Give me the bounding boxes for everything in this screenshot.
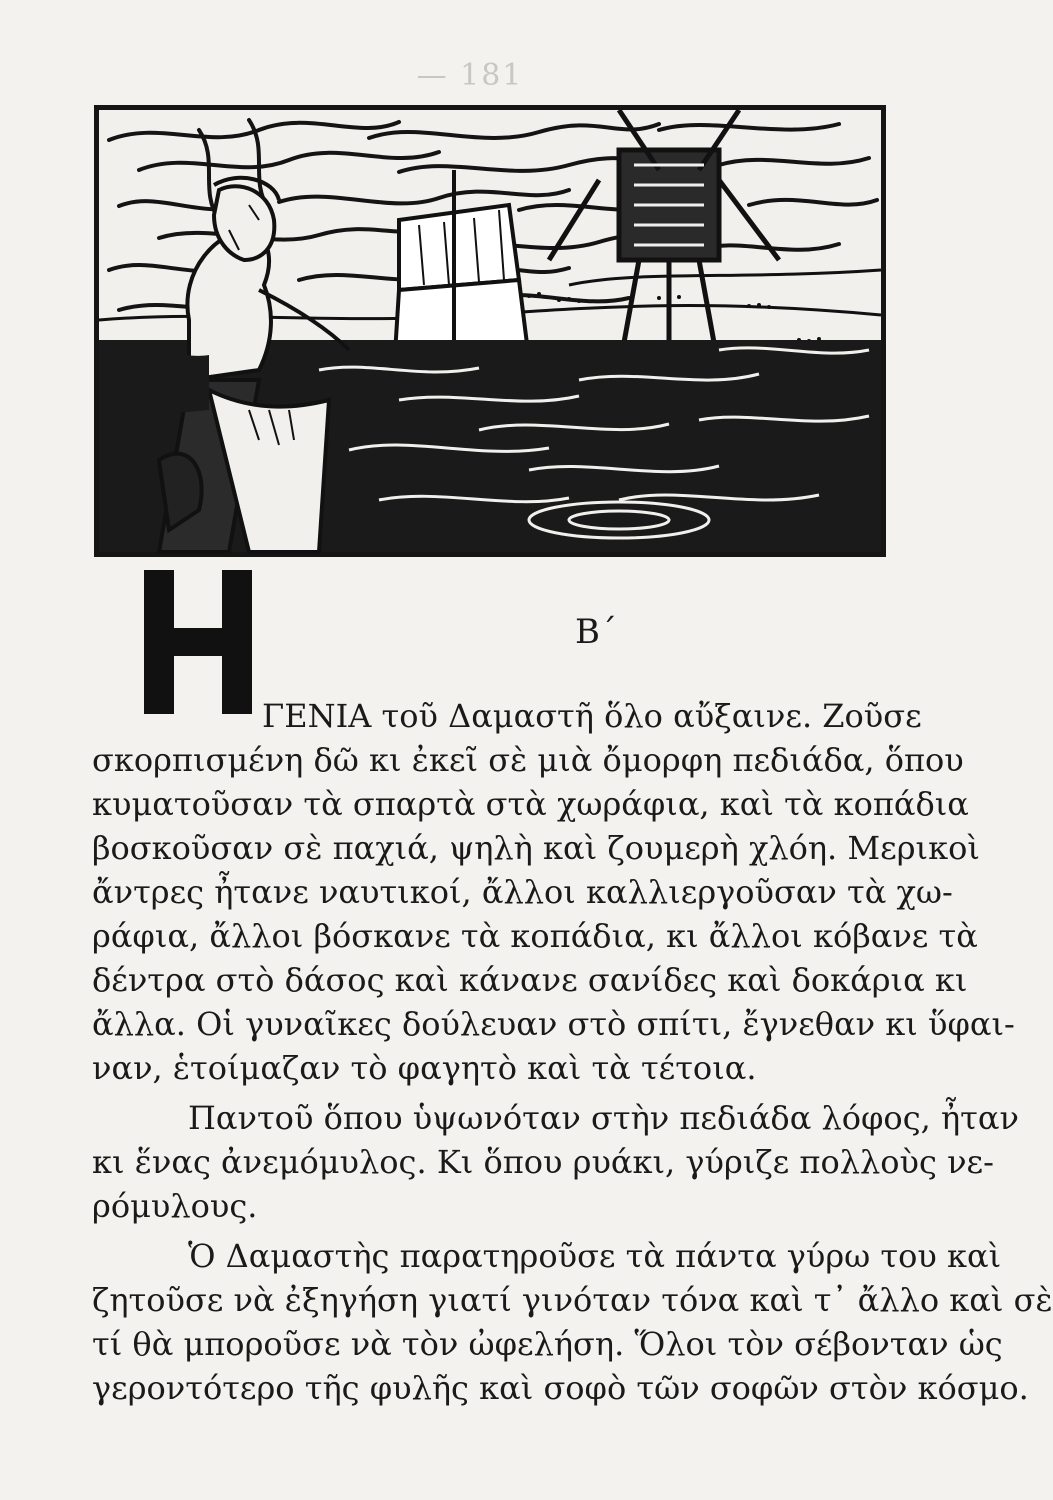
text-line: σκορπισμένη δῶ κι ἐκεῖ σὲ μιὰ ὄμορφη πεδιάδα, ὅπου [92, 741, 964, 779]
text-line: τί θὰ μποροῦσε νὰ τὸν ὠφελήση. Ὅλοι τὸν σέβονταν ὡς [92, 1325, 1003, 1363]
text-line: ζητοῦσε νὰ ἐξηγήση γιατί γινόταν τόνα καὶ τ᾿ ἄλλο καὶ σὲ [92, 1281, 1053, 1319]
woodcut-illustration [94, 105, 886, 557]
woodcut-scene-image [99, 110, 881, 552]
text-line: βοσκοῦσαν σὲ παχιά, ψηλὴ καὶ ζουμερὴ χλόη. Μερικοὶ [92, 829, 980, 867]
text-line: ναν, ἑτοίμαζαν τὸ φαγητὸ καὶ τὰ τέτοια. [92, 1049, 757, 1087]
page-number: — 181 [416, 58, 524, 93]
text-line: δέντρα στὸ δάσος καὶ κάνανε σανίδες καὶ δοκάρια κι [92, 961, 968, 999]
text-line: γεροντότερο τῆς φυλῆς καὶ σοφὸ τῶν σοφῶν στὸν κόσμο. [92, 1369, 1029, 1407]
text-line: ἄντρες ἦτανε ναυτικοί, ἄλλοι καλλιεργοῦσαν τὰ χω- [92, 873, 953, 911]
text-line: ΓΕΝΙΑ τοῦ Δαμαστῆ ὅλο αὔξαινε. Ζοῦσε [262, 697, 922, 735]
text-line: ρόμυλους. [92, 1187, 258, 1225]
text-line: κι ἕνας ἀνεμόμυλος. Κι ὅπου ρυάκι, γύριζε πολλοὺς νε- [92, 1143, 994, 1181]
text-line: ράφια, ἄλλοι βόσκανε τὰ κοπάδια, κι ἄλλοι κόβανε τὰ [92, 917, 978, 955]
text-line: Ὁ Δαμαστὴς παρατηροῦσε τὰ πάντα γύρω του καὶ [188, 1237, 1002, 1275]
body-text [92, 694, 1053, 1410]
text-line: κυματοῦσαν τὰ σπαρτὰ στὰ χωράφια, καὶ τὰ κοπάδια [92, 785, 969, 823]
text-line: ἄλλα. Οἱ γυναῖκες δούλευαν στὸ σπίτι, ἔγνεθαν κι ὕφαι- [92, 1005, 1015, 1043]
text-line: Παντοῦ ὅπου ὑψωνόταν στὴν πεδιάδα λόφος, ἦταν [188, 1099, 1019, 1137]
section-mark: Β΄ [575, 612, 617, 652]
